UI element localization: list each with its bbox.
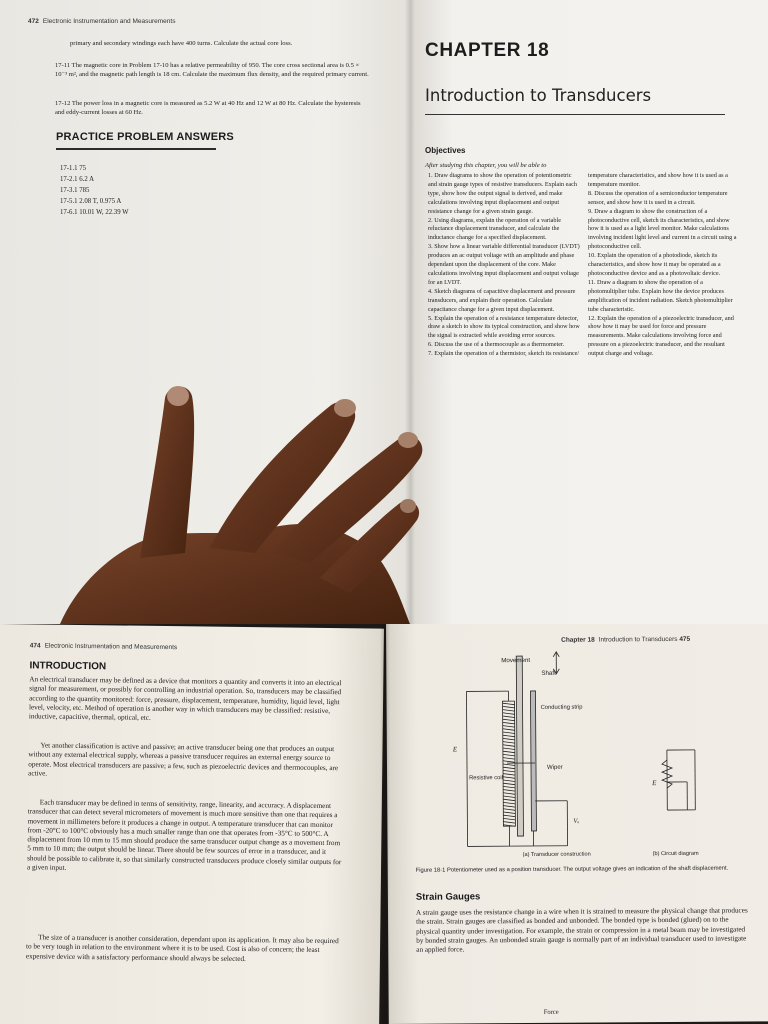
label-e-right: E: [652, 779, 657, 788]
page-474: [0, 624, 384, 1024]
coil-winding: [503, 745, 515, 747]
coil-winding: [503, 802, 515, 804]
coil-winding: [503, 703, 515, 705]
objectives-intro: After studying this chapter, you will be able to: [425, 162, 547, 169]
label-vo: Vₒ: [573, 817, 580, 825]
problem-17-12: 17-12 The power loss in a magnetic core is measured as 5.2 W at 40 Hz and 12 W at 80 Hz. Calculate the hysteresis and eddy-current losses at 60 Hz.: [55, 100, 361, 116]
coil-winding: [503, 796, 515, 798]
chapter-title: Introduction to Transducers: [425, 86, 652, 105]
bottom-spread: [0, 624, 768, 1024]
coil-winding: [503, 710, 515, 712]
coil-winding: [503, 799, 515, 801]
running-head: Chapter 18 Introduction to Transducers 475: [561, 635, 691, 644]
page-chapter-18: [410, 0, 768, 624]
coil-winding: [503, 729, 515, 731]
intro-paragraph-3: Each transducer may be defined in terms of sensitivity, range, linearity, and accuracy. A displacement transducer that can detect several micrometers of movement is much more sensitive than one that requires a movement in millimeters before it produces a change in output. A temperature transducer that can monitor from -20°C to 100°C obviously has a much smaller range than one that operates from -35°C to 500°C. A displacement from 10 mm to 15 mm should produce the same transducer output change as a movement from 5 mm to 10 mm; the output should be linear. There should be few sources of error in a transducer, and it should be possible to calibrate it, so that similarly constructed transducers produce closely similar outputs for a given input.: [26, 798, 342, 872]
coil-winding: [503, 767, 515, 769]
coil-winding: [503, 822, 515, 824]
coil-winding: [503, 793, 515, 795]
title-rule: [425, 114, 725, 115]
coil-winding: [503, 770, 515, 772]
intro-paragraph-2: Yet another classification is active and passive; an active transducer being one that produces an output without any external electrical supply, whereas a passive transducer requires an external energy source to operate. Most electrical transducers are passive; a few, such as piezoelectric devices and thermocouples, are active.: [28, 741, 339, 778]
answer-item: 17-5.1 2.08 T, 0.975 A: [60, 198, 122, 205]
running-head: 474 Electronic Instrumentation and Measurements: [29, 642, 178, 652]
coil-winding: [503, 742, 515, 744]
coil-winding: [503, 751, 515, 753]
introduction-heading: INTRODUCTION: [29, 660, 107, 673]
answer-item: 17-6.1 10.01 W, 22.39 W: [60, 209, 129, 216]
coil-winding: [503, 780, 515, 782]
coil-winding: [503, 758, 515, 760]
answer-item: 17-2.1 6.2 A: [60, 176, 94, 183]
coil-winding: [503, 761, 515, 763]
objectives-column-2: temperature characteristics, and show how it is used as a temperature monitor. 8. Discuss the operation of a semiconductor temperature sensor, and show how it is used in a circuit. 9. Draw a diagram to show the construction of a photoconductive cell, sketch its characteristics, and show how it is used as a light level monitor. Make calculations involving incident light level and current in a circuit using a photoconductive cell. 10. Explain the operation of a photodiode, sketch its characteristics, and show how it may be operated as a photoconductive device and as a photovoltaic device. 11. Draw a diagram to show the operation of a photomultiplier tube. Explain how the device produces amplification of incident radiation. Sketch photomultiplier tube characteristic. 12. Explain the operation of a piezoelectric transducer, and show how it may be used for force and pressure measurements. Make calculations involving force and pressure on a piezoelectric transducer, and the resultant output charge and voltage.: [588, 172, 737, 358]
coil-winding: [503, 719, 515, 721]
coil-winding: [503, 815, 515, 817]
coil-winding: [503, 726, 515, 728]
coil-winding: [503, 754, 515, 756]
strain-gauges-heading: Strain Gauges: [415, 891, 481, 903]
coil-winding: [503, 783, 515, 785]
chapter-label: CHAPTER 18: [425, 40, 550, 61]
coil-winding: [503, 774, 515, 776]
label-conducting-strip: Conducting strip: [540, 704, 583, 711]
label-subfigure-b: (b) Circuit diagram: [652, 850, 699, 858]
coil-winding: [503, 713, 515, 715]
problem-tail: primary and secondary windings each have 400 turns. Calculate the actual core loss.: [70, 40, 293, 47]
figure-caption: Figure 18-1 Potentiometer used as a position transducer. The output voltage gives an indication of the shaft displacement.: [415, 865, 729, 874]
answers-heading: PRACTICE PROBLEM ANSWERS: [56, 131, 234, 143]
coil-winding: [503, 735, 515, 737]
book-fold: [380, 624, 390, 1024]
label-shaft: Shaft: [541, 669, 556, 677]
answer-item: 17-3.1 785: [60, 187, 90, 194]
book-fold: [405, 0, 415, 624]
problem-17-11: 17-11 The magnetic core in Problem 17-10 has a relative permeability of 950. The core cross sectional area is 0.5 × 10⁻³ m², and the magnetic path length is 18 cm. Calculate the maximum flux density, and the required primary current.: [55, 62, 369, 78]
coil-winding: [503, 809, 515, 811]
label-subfigure-a: (a) Transducer construction: [522, 851, 591, 859]
strain-gauges-paragraph: A strain gauge uses the resistance change in a wire when it is strained to measure the physical change that produces the strain. Strain gauges are classified as bonded and unbonded. The bonded type is bonded (glued) on to the physical quantity under investigation. For example, the strain or compression in a metal beam may be investigated by bonded strain gauges. An unbonded strain gauge is normally part of an individual transducer used to investigate an applied force.: [415, 906, 748, 954]
answers-underline: [56, 148, 216, 150]
intro-paragraph-4: The size of a transducer is another consideration, dependant upon its application. It may also be required to be very tough in relation to the environment where it is to be used. Cost is also of concern; the least expensive device with a satisfactory performance should always be selected.: [25, 933, 339, 963]
label-movement: Movement: [501, 656, 531, 665]
coil-winding: [503, 786, 515, 788]
coil-winding: [503, 722, 515, 724]
objectives-heading: Objectives: [425, 146, 466, 155]
coil-winding: [503, 806, 515, 808]
potentiometer-figure: [446, 649, 747, 861]
coil-winding: [503, 738, 515, 740]
coil-winding: [503, 812, 515, 814]
page-475: [386, 624, 768, 1024]
objectives-column-1: 1. Draw diagrams to show the operation of potentiometric and strain gauge types of resistive transducers. Explain each type, show how the output signal is derived, and make calculations involving input displacement and output resistance change for a given strain gauge. 2. Using diagrams, explain the operation of a variable reluctance displacement transducer, and calculate the inductance change for a specified displacement. 3. Show how a linear variable differential transducer (LVDT) produces an ac output voltage with an amplitude and phase dependant upon the displacement of the core. Make calculations involving input displacement and output voltage for an LVDT. 4. Sketch diagrams of capacitive displacement and pressure transducers, and explain their operation. Calculate capacitance change for a given input displacement. 5. Explain the operation of a resistance temperature detector, draw a sketch to show its typical construction, and show how the signal is extracted while avoiding error sources. 6. Discuss the use of a thermocouple as a thermometer. 7. Explain the operation of a thermistor, sketch its resistance/: [428, 172, 580, 358]
coil-winding: [503, 818, 515, 820]
coil-winding: [503, 716, 515, 718]
intro-paragraph-1: An electrical transducer may be defined as a device that monitors a quantity and converts it into an electrical signal for measurement, or possibly for controlling an industrial operation. So, transducers may be classified according to the quantity monitored: force, pressure, displacement, temperature, humidity, liquid level, light level, velocity, etc. Method of operation is another way in which transducers may be classified: resistive, inductive, capacitive, thermal, optical, etc.: [28, 675, 342, 723]
coil-winding: [503, 732, 515, 734]
coil-winding: [503, 748, 515, 750]
coil-winding: [503, 790, 515, 792]
answer-item: 17-1.1 75: [60, 165, 87, 172]
label-e-left: E: [452, 745, 458, 754]
coil-winding: [503, 706, 515, 708]
label-resistive-coil: Resistive coil: [469, 775, 503, 782]
running-head: 472 Electronic Instrumentation and Measurements: [28, 18, 176, 25]
coil-winding: [503, 777, 515, 779]
force-label: Force: [543, 1008, 559, 1016]
page-472: [0, 0, 410, 624]
label-wiper: Wiper: [546, 764, 563, 771]
coil-winding: [503, 764, 515, 766]
